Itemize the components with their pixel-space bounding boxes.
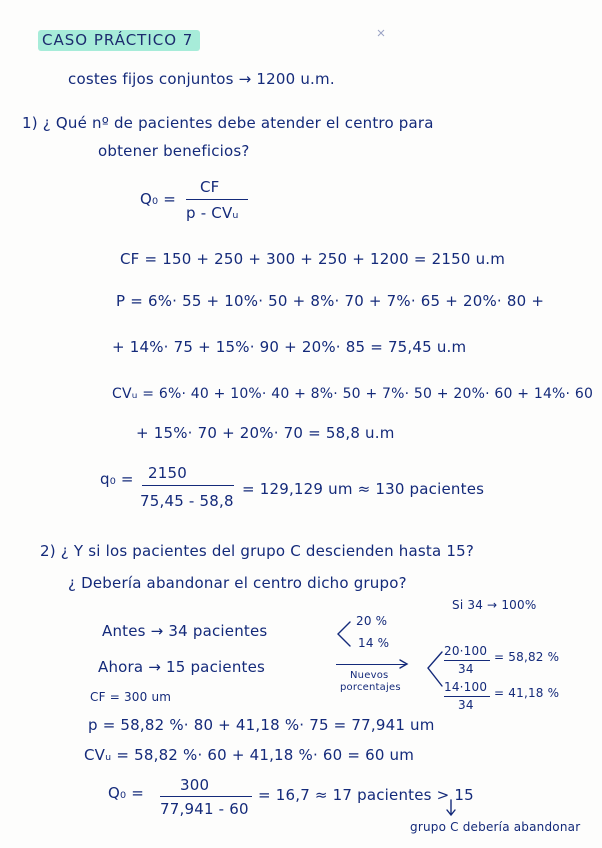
- antes-pct-20: 20 %: [356, 614, 388, 628]
- question-2-line-2: ¿ Debería abandonar el centro dicho grupo?: [68, 574, 407, 592]
- fraction-1-result: = 58,82 %: [494, 650, 560, 664]
- cvu-line-2: + 15%· 70 + 20%· 70 = 58,8 u.m: [136, 424, 395, 442]
- question-2-line-1: 2) ¿ Y si los pacientes del grupo C descienden hasta 15?: [40, 542, 474, 560]
- q0-denominator: 75,45 - 58,8: [140, 492, 234, 510]
- p-line-2: + 14%· 75 + 15%· 90 + 20%· 85 = 75,45 u.m: [112, 338, 467, 356]
- question-1-line-2: obtener beneficios?: [98, 142, 250, 160]
- q0-lhs: q₀ =: [100, 470, 134, 488]
- p-line-1: P = 6%· 55 + 10%· 50 + 8%· 70 + 7%· 65 + 20%· 80 +: [116, 292, 545, 310]
- question-1-line-1: 1) ¿ Qué nº de pacientes debe atender el centro para: [22, 114, 434, 132]
- formula-denominator: p - CVᵤ: [186, 204, 239, 222]
- q0-numerator: 2150: [148, 464, 187, 482]
- fraction-1-numerator: 20·100: [444, 644, 488, 658]
- antes-brace: [338, 622, 350, 646]
- down-arrow: [447, 800, 455, 815]
- nuevos-label-2: porcentajes: [340, 682, 401, 693]
- q02-denominator: 77,941 - 60: [160, 800, 249, 818]
- cvu2-line: CVᵤ = 58,82 %· 60 + 41,18 %· 60 = 60 um: [84, 746, 415, 764]
- nuevos-label-1: Nuevos: [350, 670, 389, 681]
- q0-result: = 129,129 um ≈ 130 pacientes: [242, 480, 485, 498]
- fixed-costs-line: costes fijos conjuntos → 1200 u.m.: [68, 70, 335, 88]
- q02-numerator: 300: [180, 776, 210, 794]
- si-note: Si 34 → 100%: [452, 598, 537, 612]
- antes-line: Antes → 34 pacientes: [102, 622, 268, 640]
- fraction-1-denominator: 34: [458, 662, 474, 676]
- conclusion: grupo C debería abandonar: [410, 820, 581, 834]
- formula-numerator: CF: [200, 178, 220, 196]
- margin-mark: [378, 30, 384, 36]
- page-title: CASO PRÁCTICO 7: [42, 31, 194, 49]
- nuevos-arrow-head: [400, 660, 407, 668]
- ahora-line: Ahora → 15 pacientes: [98, 658, 266, 676]
- q02-lhs: Q₀ =: [108, 784, 144, 802]
- antes-pct-14: 14 %: [358, 636, 390, 650]
- nuevos-brace: [428, 652, 442, 686]
- p2-line: p = 58,82 %· 80 + 41,18 %· 75 = 77,941 um: [88, 716, 435, 734]
- fraction-2-result: = 41,18 %: [494, 686, 560, 700]
- cf2-line: CF = 300 um: [90, 690, 172, 704]
- cvu-line-1: CVᵤ = 6%· 40 + 10%· 40 + 8%· 50 + 7%· 50 + 20%· 60 + 14%· 60: [112, 386, 594, 402]
- formula-lhs: Q₀ =: [140, 190, 176, 208]
- fraction-2-numerator: 14·100: [444, 680, 488, 694]
- q02-result: = 16,7 ≈ 17 pacientes > 15: [258, 786, 474, 804]
- fraction-2-denominator: 34: [458, 698, 474, 712]
- cf-line: CF = 150 + 250 + 300 + 250 + 1200 = 2150 u.m: [120, 250, 506, 268]
